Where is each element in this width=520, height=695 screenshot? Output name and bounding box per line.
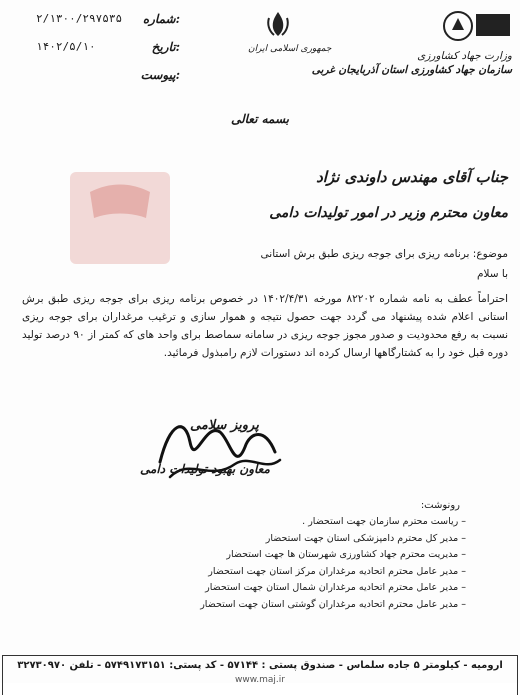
recipient-name: جناب آقای مهندس داوندی نژاد [316,168,508,186]
cc-item: – مدیریت محترم جهاد کشاورزی شهرستان ها جهت استحضار [166,547,466,564]
letter-footer [2,655,518,695]
ministry-logo-icon [442,8,512,44]
handwritten-signature [150,402,290,492]
cc-item: – ریاست محترم سازمان جهت استحضار . [166,514,466,531]
cc-item: – مدیر عامل محترم اتحادیه مرغداران گوشتی استان جهت استحضار [166,597,466,614]
cc-item: – مدیر عامل محترم اتحادیه مرغداران شمال استان جهت استحضار [166,580,466,597]
letter-subject: موضوع: برنامه ریزی برای جوجه ریزی طبق برش استانی [260,248,508,260]
signatory-title: معاون بهبود تولیدات دامی [140,462,270,476]
emblem-caption: جمهوری اسلامی ایران [248,44,332,54]
organization-name: سازمان جهاد کشاورزی استان آذربایجان غربی [311,64,512,76]
letter-meta [14,12,184,96]
recipient-title: معاون محترم وزیر در امور تولیدات دامی [269,205,508,221]
footer-address: ارومیه - کیلومتر ۵ جاده سلماس - صندوق پستی : ۵۷۱۴۴ - کد پستی: ۵۷۴۹۱۷۳۱۵۱ - تلفن ۳۲۷۳۰۹۷۰ [17,660,503,671]
tasnim-watermark [70,172,170,264]
cc-item: – مدیر عامل محترم اتحادیه مرغداران مرکز استان جهت استحضار [166,564,466,581]
letter-greeting: با سلام [476,268,508,280]
number-row [14,12,184,40]
signatory-name: پرویز سلامی [190,418,259,433]
date-row [14,40,184,68]
attachment-label: پیوست: [140,68,180,82]
cc-heading: رونوشت: [420,500,460,511]
ministry-logo [442,8,512,48]
bismillah: بسمه تعالی [230,112,290,126]
footer-contact: www.maj.ir [235,675,285,685]
cc-item: – مدیر کل محترم دامپزشکی استان جهت استحضار [166,531,466,548]
tasnim-logo-icon [70,172,170,264]
letter-date: ۱۴۰۲/۵/۱۰ [36,40,96,53]
number-label: شماره: [142,12,180,26]
letter-body: احتراماً عطف به نامه شماره ۸۲۲۰۲ مورخه ۱۴۰۲/۴/۳۱ در خصوص برنامه ریزی برای جوجه ریزی طبق برش استانی اعلام شده پیشنهاد می گردد جهت حصول نتیجه و هموار سازی و ترغیب مرغداران برای جوجه ریزی نسبت به رفع محدودیت و صدور مجوز جوجه ریزی در سامانه سماصط برای واحد های که کمتر از ۹۰ درصد تولید دوره قبل خود را به کشتارگاهها ارسال کرده اند دستورات لازم رامبذول فرمائید. [22,293,509,359]
letter-number: ۲/۱۳۰۰/۲۹۷۵۳۵ [36,12,123,25]
cc-list [166,514,466,613]
date-label: تاریخ: [151,40,180,54]
ministry-name: وزارت جهاد کشاورزی [417,50,512,62]
ministry-header [262,8,512,76]
attachment-row [14,68,184,96]
